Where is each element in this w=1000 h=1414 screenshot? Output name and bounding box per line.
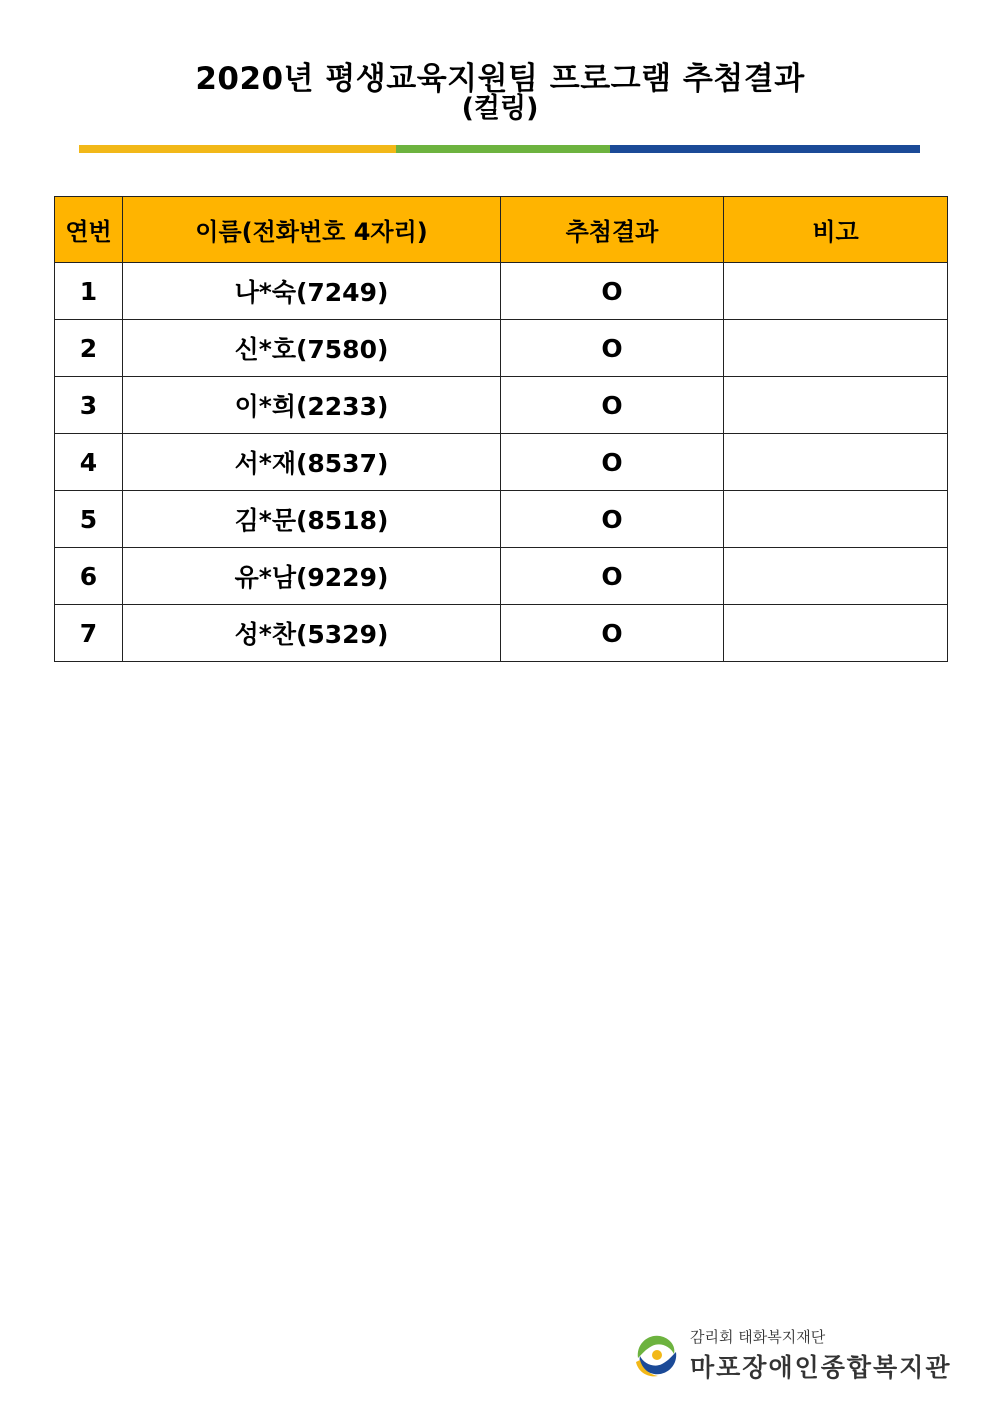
- table-header-row: [55, 197, 948, 263]
- cell-note: [724, 605, 948, 662]
- cell-name: 나*숙(7249): [123, 263, 501, 320]
- org-name: 마포장애인종합복지관: [690, 1353, 952, 1382]
- cell-note: [724, 320, 948, 377]
- cell-result: O: [501, 320, 724, 377]
- cell-number: 5: [55, 491, 123, 548]
- table-row: [55, 377, 948, 434]
- cell-number: 6: [55, 548, 123, 605]
- cell-number: 3: [55, 377, 123, 434]
- page-title: 2020년 평생교육지원팀 프로그램 추첨결과: [195, 61, 805, 97]
- organization-logo: [630, 1326, 960, 1386]
- cell-note: [724, 377, 948, 434]
- header-note: 비고: [724, 197, 948, 263]
- cell-name: 서*재(8537): [123, 434, 501, 491]
- table-row: [55, 548, 948, 605]
- results-table: [54, 196, 948, 662]
- cell-result: O: [501, 434, 724, 491]
- cell-name: 성*찬(5329): [123, 605, 501, 662]
- cell-name: 이*희(2233): [123, 377, 501, 434]
- divider-green: [396, 145, 610, 153]
- cell-name: 유*남(9229): [123, 548, 501, 605]
- header-number: 연번: [55, 197, 123, 263]
- page-subtitle: (컬링): [461, 93, 539, 124]
- cell-number: 2: [55, 320, 123, 377]
- cell-note: [724, 491, 948, 548]
- table-row: [55, 263, 948, 320]
- cell-result: O: [501, 263, 724, 320]
- cell-note: [724, 263, 948, 320]
- header-name: 이름(전화번호 4자리): [123, 197, 501, 263]
- cell-result: O: [501, 491, 724, 548]
- cell-result: O: [501, 548, 724, 605]
- header-result: 추첨결과: [501, 197, 724, 263]
- cell-number: 7: [55, 605, 123, 662]
- table-row: [55, 491, 948, 548]
- cell-note: [724, 434, 948, 491]
- cell-result: O: [501, 605, 724, 662]
- table-row: [55, 434, 948, 491]
- cell-number: 1: [55, 263, 123, 320]
- cell-name: 신*호(7580): [123, 320, 501, 377]
- divider-yellow: [79, 145, 396, 153]
- cell-number: 4: [55, 434, 123, 491]
- cell-note: [724, 548, 948, 605]
- swirl-logo-icon: [630, 1328, 682, 1380]
- table-row: [55, 320, 948, 377]
- divider-blue: [610, 145, 920, 153]
- cell-result: O: [501, 377, 724, 434]
- table-row: [55, 605, 948, 662]
- cell-name: 김*문(8518): [123, 491, 501, 548]
- org-parent-name: 감리회 태화복지재단: [690, 1328, 826, 1346]
